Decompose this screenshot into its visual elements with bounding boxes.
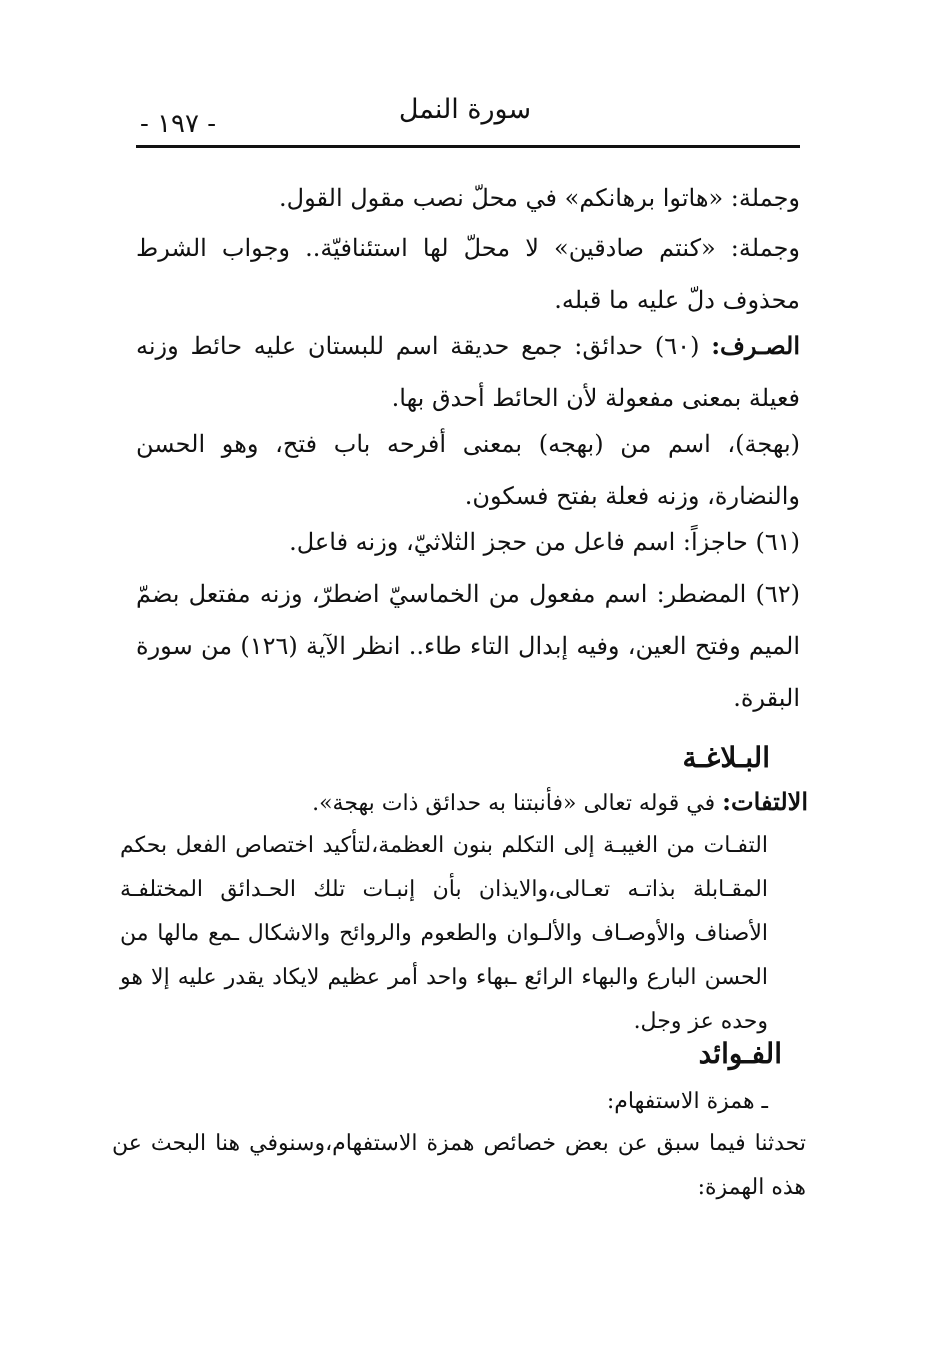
irab-sentence-1: وجملة: «هاتوا برهانكم» في محلّ نصب مقول القول. (279, 184, 800, 212)
sarf-text-60: (٦٠) حدائق: جمع حديقة اسم للبستان عليه حائط وزنه فعيلة بمعنى مفعولة لأن الحائط أحدق بها. (136, 332, 800, 412)
iltifat-explanation: التفـات من الغيبـة إلى التكلم بنون العظمة،لتأكيد اختصاص الفعل بحكم المقـابلة بذاتـه تعـالى،والايذان بأن إنبـات تلك الحـدائق المختلفـة الأصناف والأوصـاف والألـوان والطعوم والروائح والاشكال ـمع مالها من الحسن البارع والبهاء الرائع ـبهاء واحد أمر عظيم لايكاد يقدر عليه إلا هو وحده عز وجل. (120, 833, 768, 1034)
hamza-introduction: تحدثنا فيما سبق عن بعض خصائص همزة الاستفهام،وسنوفي هنا البحث عن هذه الهمزة: (112, 1131, 806, 1200)
sarf-paragraph-61: (٦١) حاجزاً: اسم فاعل من حجز الثلاثيّ، وزنه فاعل. (289, 528, 800, 556)
iltifat-intro (120, 780, 808, 826)
fawaid-heading: الفـوائد (698, 1037, 782, 1070)
header-divider (136, 145, 800, 148)
page-number: - ١٩٧ - (140, 109, 217, 139)
balagha-heading: البـلاغـة (682, 741, 770, 774)
sarf-paragraph-60 (136, 320, 800, 424)
sarf-paragraph-62: (٦٢) المضطر: اسم مفعول من الخماسيّ اضطرّ، وزنه مفتعل بضمّ الميم وفتح العين، وفيه إبدال التاء طاء.. انظر الآية (١٢٦) من سورة البقرة. (136, 580, 801, 712)
iltifat-label: الالتفات: (722, 787, 808, 816)
surah-title: سورة النمل (398, 94, 532, 125)
iltifat-verse: في قوله تعالى «فأنبتنا به حدائق ذات بهجة». (312, 791, 716, 816)
sarf-label: الصـرف: (711, 331, 800, 360)
hamza-subheading: ـ همزة الاستفهام: (606, 1089, 768, 1114)
irab-sentence-2: وجملة: «كنتم صادقين» لا محلّ لها استئنافيّة.. وجواب الشرط محذوف دلّ عليه ما قبله. (136, 234, 800, 314)
sarf-paragraph-bahja: (بهجة)، اسم من (بهجه) بمعنى أفرحه باب فتح، وهو الحسن والنضارة، وزنه فعلة بفتح فسكون. (136, 430, 800, 510)
